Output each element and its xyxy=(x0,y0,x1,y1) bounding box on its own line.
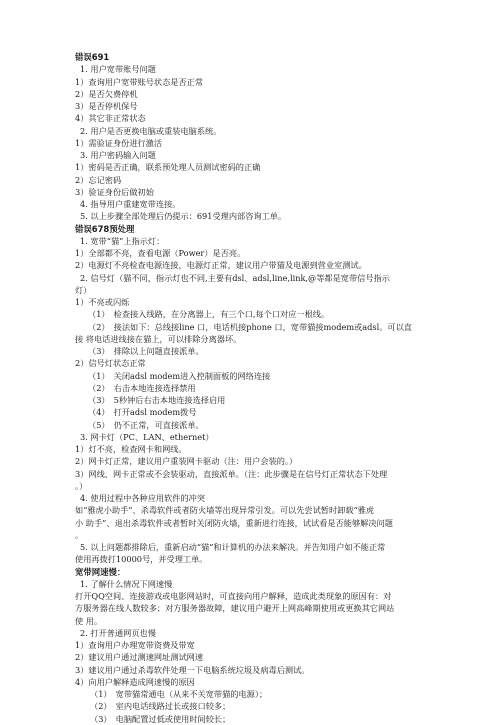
section-heading: 错误691 xyxy=(75,52,110,62)
text-line: 3）是否停机保号 xyxy=(75,101,138,111)
text-line: （2） 右击本地连接选择禁用 xyxy=(88,382,196,393)
text-line: 4）向用户解释造成网速慢的原因 xyxy=(75,676,195,687)
text-line: 1）灯不亮，检查网卡和网线。 xyxy=(75,444,187,454)
text-line: 1. 了解什么情况下网速慢 xyxy=(80,578,173,589)
text-line: （1） 宽带猫常通电（从来不关宽带猫的电源）； xyxy=(90,689,268,699)
text-line: 2）是否欠费停机 xyxy=(75,88,138,99)
text-line: 2）网卡灯正常，建议用户重装网卡驱动（注：用户会装的。） xyxy=(75,456,298,467)
text-line: 4）其它非正常状态 xyxy=(75,113,146,124)
text-line: 。 xyxy=(75,529,84,540)
text-line: （4） 打开adsl modem拨号 xyxy=(88,407,197,418)
text-line: 1）查询用户办理宽带资费及带宽 xyxy=(75,640,195,650)
text-line: （3） 排除以上问题直接派单。 xyxy=(88,346,204,356)
text-line: 2）电源灯不亮检查电源连接，电源灯正常，建议用户带猫及电源到营业室测试。 xyxy=(75,260,367,271)
text-line: 1）需验证身份进行激活 xyxy=(75,137,163,148)
text-line: （3） 5秒钟后右击本地连接选择启用 xyxy=(88,395,226,405)
text-line: 5. 以上步骤全部处理后仍提示：691受理内部咨询工单。 xyxy=(80,211,287,222)
text-line: 3. 网卡灯（PC、LAN、ethernet） xyxy=(80,431,214,442)
text-line: 。） xyxy=(75,480,88,491)
text-line: 接 将电话进线接在猫上，可以排除分离器坏。 xyxy=(75,333,242,344)
text-line: 2）信号灯状态正常 xyxy=(75,358,146,369)
text-line: 2）建议用户通过测速网址测试网速 xyxy=(75,652,204,663)
text-line: 方服务器在线人数较多；对方服务器故障，建议用户避开上网高峰期使用或更换其它网站 xyxy=(75,603,395,614)
text-line: 打开QQ空间、连接游戏或电影网站时，可直接向用户解释，造成此类现象的原因有：对 xyxy=(75,591,392,601)
text-line: 2. 信号灯（猫不同，指示灯也不同,主要有dsl、adsl,line,link,@等都是宽带信号指示 xyxy=(80,272,390,283)
text-line: 4. 指导用户重建宽带连接。 xyxy=(80,199,181,209)
text-line: 小 助手”、退出杀毒软件或者暂时关闭防火墙，重新进行连接，试试看是否能够解决问题 xyxy=(75,517,393,528)
text-line: （2） 接法如下：总线接line 口，电话机接phone 口，宽带猫接modem或adsl。可以直 xyxy=(88,321,412,332)
text-line: （5） 仍不正常，可直接派单。 xyxy=(88,419,204,430)
text-line: 1）密码是否正确，联系预处理人员测试密码的正确 xyxy=(75,162,261,173)
text-line: （1） 关闭adsl modem进入控制面板的网络连接 xyxy=(88,370,271,381)
text-line: 3. 用户密码输入问题 xyxy=(80,150,156,160)
section-heading: 错误678预处理 xyxy=(75,223,135,234)
text-line: 1. 宽带“猫”上指示灯： xyxy=(80,235,165,246)
text-line: 灯） xyxy=(75,284,92,295)
document-body xyxy=(75,51,476,725)
text-line: 2. 打开普通网页也慢 xyxy=(80,627,156,638)
text-line: 4. 使用过程中各种应用软件的冲突 xyxy=(80,493,206,503)
text-line: （2） 室内电话线路过长或接口较多； xyxy=(90,701,231,712)
text-line: 如“雅虎小助手”、杀毒软件或者防火墙等出现异常引发。可以先尝试暂时卸载“雅虎 xyxy=(75,505,375,516)
text-line: 2）忘记密码 xyxy=(75,174,122,185)
text-line: 使用再拨打10000号，并受理工单。 xyxy=(75,554,208,565)
text-line: 使 用。 xyxy=(75,615,103,626)
text-line: 3）网线、网卡正常或不会装驱动，直接派单。（注：此步骤是在信号灯正常状态下处理 xyxy=(75,468,388,479)
text-line: 2. 用户是否更换电脑或重装电脑系统。 xyxy=(80,125,222,136)
text-line: 5. 以上问题都排除后，重新启动“猫”和计算机的办法来解决。并告知用户如不能正常 xyxy=(80,542,386,552)
text-line: 3）验证身份后做初始 xyxy=(75,186,154,197)
text-line: 1. 用户宽带账号问题 xyxy=(80,64,156,75)
text-line: （1） 检查接入线路，在分离器上，有三个口,每个口对应一根线。 xyxy=(88,309,330,320)
text-line: 1）不亮或闪烁 xyxy=(75,297,130,307)
text-line: 1）全部都不亮，查看电源（Power）是否亮。 xyxy=(75,248,246,258)
section-heading: 宽带网速慢： xyxy=(75,566,126,577)
text-line: （3） 电脑配置过低或使用时间较长； xyxy=(90,713,231,724)
text-line: 1）查询用户宽带账号状态是否正常 xyxy=(75,76,204,87)
text-line: 3）建议用户通过杀毒软件处理一下电脑系统垃圾及病毒后测试。 xyxy=(75,664,310,675)
